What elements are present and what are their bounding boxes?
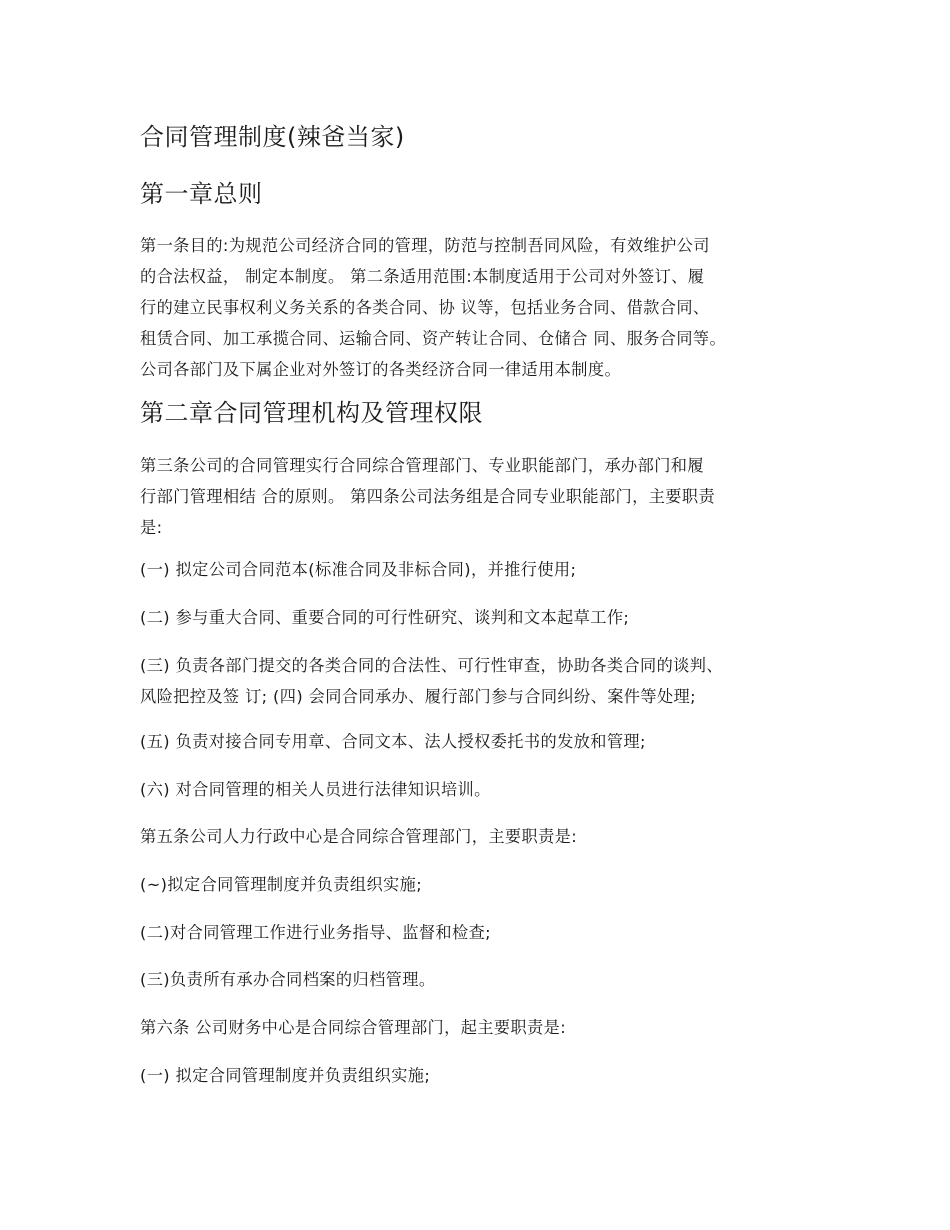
chapter-2-heading: 第二章合同管理机构及管理权限 — [140, 399, 483, 427]
paragraph-line: 公司各部门及下属企业对外签订的各类经济合同一律适用本制度。 — [140, 360, 622, 379]
paragraph-line: 的合法权益， 制定本制度。 第二条适用范围:本制度适用于公司对外签订、履 — [140, 267, 705, 286]
paragraph-line: 风险把控及签 订; (四) 会同合同承办、履行部门参与合同纠纷、案件等处理; — [140, 687, 696, 706]
article-5-heading: 第五条公司人力行政中心是合同综合管理部门，主要职责是: — [140, 827, 578, 846]
article-6-heading: 第六条 公司财务中心是合同综合管理部门，起主要职责是: — [140, 1018, 567, 1037]
document-title: 合同管理制度(辣爸当家) — [140, 123, 405, 151]
article-4-item-5: (五) 负责对接合同专用章、合同文本、法人授权委托书的发放和管理; — [140, 732, 646, 751]
article-5-item-3: (三)负责所有承办合同档案的归档管理。 — [140, 970, 436, 989]
article-5-item-1: (~)拟定合同管理制度并负责组织实施; — [140, 875, 423, 894]
paragraph-line: 行的建立民事权利义务关系的各类合同、协 议等，包括业务合同、借款合同、 — [140, 298, 710, 317]
article-4-item-2: (二) 参与重大合同、重要合同的可行性研究、谈判和文本起草工作; — [140, 608, 630, 627]
paragraph-line: 第一条目的:为规范公司经济合同的管理，防范与控制吾同风险，有效维护公司 — [140, 236, 710, 255]
article-5-item-2: (二)对合同管理工作进行业务指导、监督和检查; — [140, 923, 492, 942]
paragraph-line: 租赁合同、加工承揽合同、运输合同、资产转让合同、仓储合 同、服务合同等。 — [140, 329, 727, 348]
article-3-4-paragraph — [140, 450, 820, 543]
article-4-item-3 — [140, 650, 820, 712]
article-4-item-6: (六) 对合同管理的相关人员进行法律知识培训。 — [140, 780, 491, 799]
article-4-item-1: (一) 拟定公司合同范本(标准合同及非标合同)，并推行使用; — [140, 560, 577, 579]
paragraph-line: (三) 负责各部门提交的各类合同的合法性、可行性审查，协助各类合同的谈判、 — [140, 656, 723, 675]
chapter-1-heading: 第一章总则 — [140, 180, 263, 208]
paragraph-line: 第三条公司的合同管理实行合同综合管理部门、专业职能部门，承办部门和履 — [140, 456, 704, 475]
paragraph-line: 行部门管理相结 合的原则。 第四条公司法务组是合同专业职能部门，主要职责 — [140, 487, 716, 506]
paragraph-line: 是: — [140, 518, 163, 537]
article-6-item-1: (一) 拟定合同管理制度并负责组织实施; — [140, 1066, 431, 1085]
chapter-1-paragraph — [140, 230, 820, 385]
